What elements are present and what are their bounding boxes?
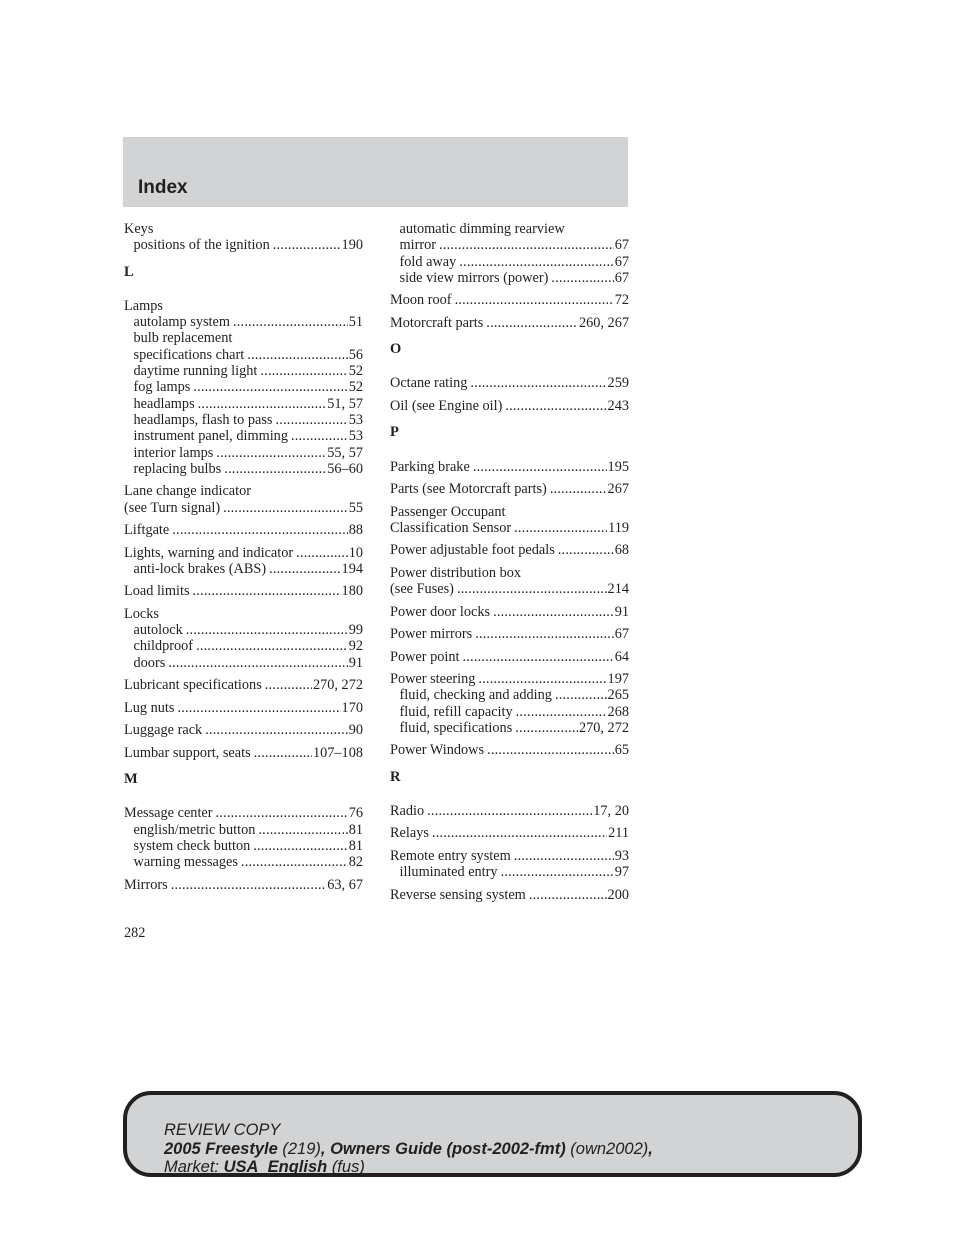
index-term: Radio (390, 802, 425, 819)
model-name: 2005 Freestyle (164, 1139, 278, 1158)
index-entry-line (124, 483, 363, 499)
index-subentry-line (124, 330, 363, 346)
dot-leader (254, 745, 312, 761)
dot-leader (233, 314, 348, 330)
index-entry (390, 504, 629, 537)
index-term: Moon roof (390, 292, 452, 309)
index-entry (124, 606, 363, 671)
index-subentry-line (124, 854, 363, 870)
page-reference: 214 (607, 581, 629, 598)
dot-leader (455, 292, 614, 308)
index-entry-line (124, 545, 363, 561)
dot-leader (551, 270, 613, 286)
page-reference: 180 (341, 583, 363, 600)
index-term: fluid, specifications (399, 719, 513, 736)
index-term: autolamp system (133, 314, 230, 331)
index-entry (390, 542, 629, 558)
dot-leader (487, 742, 614, 758)
dot-leader (198, 396, 327, 412)
index-entry-line (390, 803, 629, 819)
index-term: doors (133, 654, 166, 671)
page-title: Index (138, 177, 188, 198)
index-entry-line (390, 887, 629, 903)
index-entry-line (390, 542, 629, 558)
index-entry-line (390, 671, 629, 687)
index-term: mirror (399, 237, 437, 254)
index-subentry-line (390, 864, 629, 880)
review-copy-label: REVIEW COPY (164, 1121, 281, 1139)
dot-leader (253, 838, 347, 854)
index-entry (124, 522, 363, 538)
index-term: illuminated entry (399, 864, 498, 881)
index-term: Message center (124, 805, 213, 822)
page-reference: 68 (614, 542, 629, 559)
index-term: Octane rating (390, 375, 468, 392)
dot-leader (427, 803, 592, 819)
index-term: Power point (390, 648, 460, 665)
index-term: Parking brake (390, 458, 470, 475)
page-reference: 260, 267 (578, 314, 629, 331)
index-term: Power adjustable foot pedals (390, 542, 555, 559)
dot-leader (205, 722, 348, 738)
index-term: Remote entry system (390, 847, 511, 864)
index-term: Reverse sensing system (390, 886, 526, 903)
index-term: Lane change indicator (124, 483, 252, 500)
index-entry-line (390, 848, 629, 864)
index-entry (124, 221, 363, 254)
index-term: Passenger Occupant (390, 503, 506, 520)
index-term: fold away (399, 253, 457, 270)
index-subentry-line (390, 720, 629, 736)
page-reference: 51, 57 (327, 395, 363, 412)
page-reference: 265 (607, 687, 629, 704)
page-reference: 63, 67 (327, 876, 363, 893)
dot-leader (273, 237, 341, 253)
guide-code: (own2002) (570, 1139, 649, 1158)
page-reference: 270, 272 (312, 677, 363, 694)
dot-leader (439, 237, 614, 253)
page-reference: 197 (607, 671, 629, 687)
index-term: automatic dimming rearview (399, 221, 565, 237)
index-term: Lug nuts (124, 699, 175, 716)
dot-leader (459, 254, 613, 270)
page-reference: 195 (607, 458, 629, 475)
index-term: Keys (124, 221, 154, 237)
index-subentry-line (124, 314, 363, 330)
dot-leader (177, 700, 340, 716)
dot-leader (224, 461, 326, 477)
dot-leader (196, 638, 348, 654)
index-entry-line (124, 677, 363, 693)
index-letter-heading: O (390, 341, 402, 358)
index-term: autolock (133, 622, 183, 639)
index-term: instrument panel, dimming (133, 428, 288, 445)
index-entry (124, 677, 363, 693)
index-term: Power door locks (390, 603, 491, 620)
dot-leader (241, 854, 348, 870)
index-term: Mirrors (124, 876, 168, 893)
page-reference: 10 (348, 544, 363, 561)
dot-leader (258, 822, 347, 838)
page-reference: 99 (348, 622, 363, 639)
index-term: Lubricant specifications (124, 677, 262, 694)
index-entry (124, 700, 363, 716)
index-entry-line (124, 700, 363, 716)
index-term: english/metric button (133, 821, 256, 838)
market-label: Market: (164, 1158, 220, 1176)
page-reference: 81 (348, 821, 363, 838)
index-term: bulb replacement (133, 330, 233, 347)
index-subentry-line (124, 347, 363, 363)
index-entry (390, 671, 629, 736)
index-entry-line (390, 398, 629, 414)
page-reference: 170 (341, 699, 363, 716)
index-entry (390, 848, 629, 881)
index-subentry-line (390, 237, 629, 253)
index-term: childproof (133, 638, 194, 655)
index-entry-line (124, 522, 363, 538)
index-subentry-line (124, 428, 363, 444)
page-reference: 90 (348, 722, 363, 739)
index-entry (390, 375, 629, 391)
index-term: specifications chart (133, 346, 245, 363)
index-entry-line (390, 375, 629, 391)
index-subentry-line (390, 221, 629, 237)
dot-leader (193, 583, 341, 599)
index-term: Load limits (124, 583, 190, 600)
page-reference: 55, 57 (327, 444, 363, 461)
page-reference: 81 (348, 837, 363, 854)
dot-leader (478, 671, 606, 687)
index-term: Relays (390, 825, 429, 842)
index-subentry-line (124, 363, 363, 379)
page-reference: 53 (348, 428, 363, 445)
footer-text (164, 1121, 653, 1177)
dot-leader (516, 704, 607, 720)
index-entry-line (124, 500, 363, 516)
index-entry (124, 483, 363, 516)
index-entry (390, 803, 629, 819)
index-term: interior lamps (133, 444, 214, 461)
index-term: anti-lock brakes (ABS) (133, 560, 267, 577)
index-entry (390, 459, 629, 475)
index-entry (390, 825, 629, 841)
index-term: fluid, checking and adding (399, 687, 552, 704)
index-entry (390, 481, 629, 497)
index-term: (see Fuses) (390, 581, 454, 598)
index-term: Classification Sensor (390, 519, 512, 536)
page-reference: 67 (614, 237, 629, 254)
page-reference: 97 (614, 864, 629, 881)
page-reference: 53 (348, 411, 363, 428)
market-code: (fus) (331, 1158, 365, 1176)
page-reference: 67 (614, 253, 629, 270)
dot-leader (193, 379, 347, 395)
page-reference: 76 (348, 805, 363, 822)
index-subentry-line (124, 622, 363, 638)
page-reference: 64 (614, 648, 629, 665)
index-entry-line (390, 649, 629, 665)
page-number: 282 (124, 925, 146, 941)
index-entry (390, 887, 629, 903)
page-reference: 82 (348, 854, 363, 871)
dot-leader (216, 445, 326, 461)
index-subentry-line (124, 412, 363, 428)
page-reference: 119 (608, 519, 629, 536)
index-letter-heading: L (124, 263, 134, 280)
index-column-right (390, 221, 629, 909)
index-entry (390, 649, 629, 665)
index-term: fluid, refill capacity (399, 703, 513, 720)
index-term: (see Turn signal) (124, 499, 221, 516)
dot-leader (473, 459, 607, 475)
index-subentry-line (124, 838, 363, 854)
index-subentry-line (390, 270, 629, 286)
index-entry-line (390, 481, 629, 497)
index-entry-line (390, 315, 629, 331)
page-reference: 88 (348, 522, 363, 539)
index-subentry-line (124, 561, 363, 577)
index-entry-line (390, 581, 629, 597)
index-entry-line (124, 877, 363, 893)
page-reference: 52 (348, 379, 363, 396)
index-entry (390, 626, 629, 642)
dot-leader (291, 428, 348, 444)
index-entry-line (390, 520, 629, 536)
separator: , (648, 1139, 653, 1158)
index-subentry-line (390, 687, 629, 703)
index-entry-line (390, 742, 629, 758)
index-term: daytime running light (133, 363, 258, 380)
index-term: Power steering (390, 671, 476, 687)
index-subentry-line (124, 379, 363, 395)
index-term: Power mirrors (390, 626, 473, 643)
index-term: Liftgate (124, 522, 170, 539)
dot-leader (493, 604, 614, 620)
index-letter-heading: R (390, 768, 401, 785)
dot-leader (529, 887, 607, 903)
page-reference: 56–60 (327, 460, 363, 477)
model-code: (219) (282, 1139, 321, 1158)
index-entry (390, 221, 629, 286)
index-term: Lights, warning and indicator (124, 544, 294, 561)
separator: , (320, 1139, 326, 1158)
index-entry-line (124, 805, 363, 821)
footer-line-2 (164, 1140, 653, 1159)
dot-leader (514, 520, 607, 536)
page-reference: 243 (607, 397, 629, 414)
dot-leader (269, 561, 340, 577)
page-reference: 55 (348, 499, 363, 516)
dot-leader (171, 877, 327, 893)
index-header-band (123, 137, 628, 207)
page-reference: 56 (348, 346, 363, 363)
footer-line-3 (164, 1158, 653, 1177)
index-term: Motorcraft parts (390, 314, 484, 331)
index-subentry-line (124, 822, 363, 838)
index-term: Power distribution box (390, 564, 522, 581)
index-entry-line (124, 722, 363, 738)
page-reference: 93 (614, 847, 629, 864)
index-column-left (124, 221, 363, 899)
index-entry (124, 545, 363, 578)
page-reference: 67 (614, 269, 629, 286)
dot-leader (486, 315, 578, 331)
dot-leader (223, 500, 348, 516)
index-entry-line (390, 565, 629, 581)
dot-leader (172, 522, 347, 538)
index-entry (390, 565, 629, 598)
dot-leader (457, 581, 607, 597)
dot-leader (470, 375, 606, 391)
page-reference: 267 (607, 481, 629, 498)
index-entry-line (124, 606, 363, 622)
index-letter-heading: M (124, 771, 138, 787)
index-term: Parts (see Motorcraft parts) (390, 481, 547, 498)
index-subentry-line (124, 638, 363, 654)
index-subentry-line (124, 237, 363, 253)
index-entry-line (390, 504, 629, 520)
page-reference: 200 (607, 886, 629, 903)
index-term: Locks (124, 605, 159, 622)
dot-leader (475, 626, 614, 642)
review-copy-footer (123, 1091, 862, 1177)
dot-leader (216, 805, 348, 821)
page-reference: 67 (614, 626, 629, 643)
page-reference: 194 (341, 560, 363, 577)
dot-leader (555, 687, 607, 703)
index-entry-line (124, 221, 363, 237)
dot-leader (275, 412, 347, 428)
index-entry (124, 583, 363, 599)
dot-leader (432, 825, 607, 841)
page-reference: 92 (348, 638, 363, 655)
index-subentry-line (390, 254, 629, 270)
index-entry-line (390, 626, 629, 642)
dot-leader (260, 363, 347, 379)
page-reference: 17, 20 (593, 802, 629, 819)
market-name: USA_English (223, 1158, 328, 1176)
index-entry (124, 298, 363, 477)
index-term: positions of the ignition (133, 237, 270, 254)
dot-leader (558, 542, 614, 558)
index-entry-line (390, 604, 629, 620)
index-entry (390, 604, 629, 620)
page-reference: 51 (348, 314, 363, 331)
index-term: headlamps (133, 395, 195, 412)
index-entry (390, 742, 629, 758)
page-reference: 91 (614, 603, 629, 620)
index-term: warning messages (133, 854, 238, 871)
index-entry (124, 745, 363, 761)
dot-leader (186, 622, 348, 638)
page-reference: 91 (348, 654, 363, 671)
index-letter-heading: P (390, 424, 399, 441)
index-entry-line (124, 583, 363, 599)
index-entry (124, 877, 363, 893)
dot-leader (514, 848, 614, 864)
index-entry-line (390, 825, 629, 841)
index-term: Oil (see Engine oil) (390, 397, 503, 414)
page-reference: 211 (608, 825, 629, 842)
index-entry-line (390, 459, 629, 475)
index-term: fog lamps (133, 379, 191, 396)
dot-leader (501, 864, 614, 880)
page-reference: 65 (614, 742, 629, 759)
index-term: headlamps, flash to pass (133, 411, 273, 428)
index-term: Lamps (124, 297, 163, 314)
index-subentry-line (390, 704, 629, 720)
page-reference: 72 (614, 292, 629, 309)
index-entry-line (390, 292, 629, 308)
index-subentry-line (124, 445, 363, 461)
page-reference: 268 (607, 703, 629, 720)
index-entry (124, 805, 363, 870)
dot-leader (296, 545, 348, 561)
index-entry (390, 292, 629, 308)
page-reference: 190 (341, 237, 363, 254)
dot-leader (168, 655, 347, 671)
index-entry (124, 722, 363, 738)
page-reference: 52 (348, 363, 363, 380)
index-entry (390, 315, 629, 331)
dot-leader (265, 677, 312, 693)
page-reference: 107–108 (312, 744, 363, 761)
dot-leader (463, 649, 614, 665)
dot-leader (247, 347, 347, 363)
index-subentry-line (124, 396, 363, 412)
index-term: system check button (133, 837, 251, 854)
index-term: Lumbar support, seats (124, 744, 251, 761)
dot-leader (515, 720, 578, 736)
page-reference: 270, 272 (578, 719, 629, 736)
index-subentry-line (124, 461, 363, 477)
index-entry-line (124, 298, 363, 314)
page-reference: 259 (607, 375, 629, 392)
index-term: replacing bulbs (133, 460, 222, 477)
index-term: Power Windows (390, 742, 485, 759)
guide-name: Owners Guide (post-2002-fmt) (330, 1139, 566, 1158)
dot-leader (505, 398, 606, 414)
dot-leader (550, 481, 607, 497)
index-term: Luggage rack (124, 722, 203, 739)
index-entry-line (124, 745, 363, 761)
index-term: side view mirrors (power) (399, 269, 549, 286)
index-entry (390, 398, 629, 414)
index-subentry-line (124, 655, 363, 671)
